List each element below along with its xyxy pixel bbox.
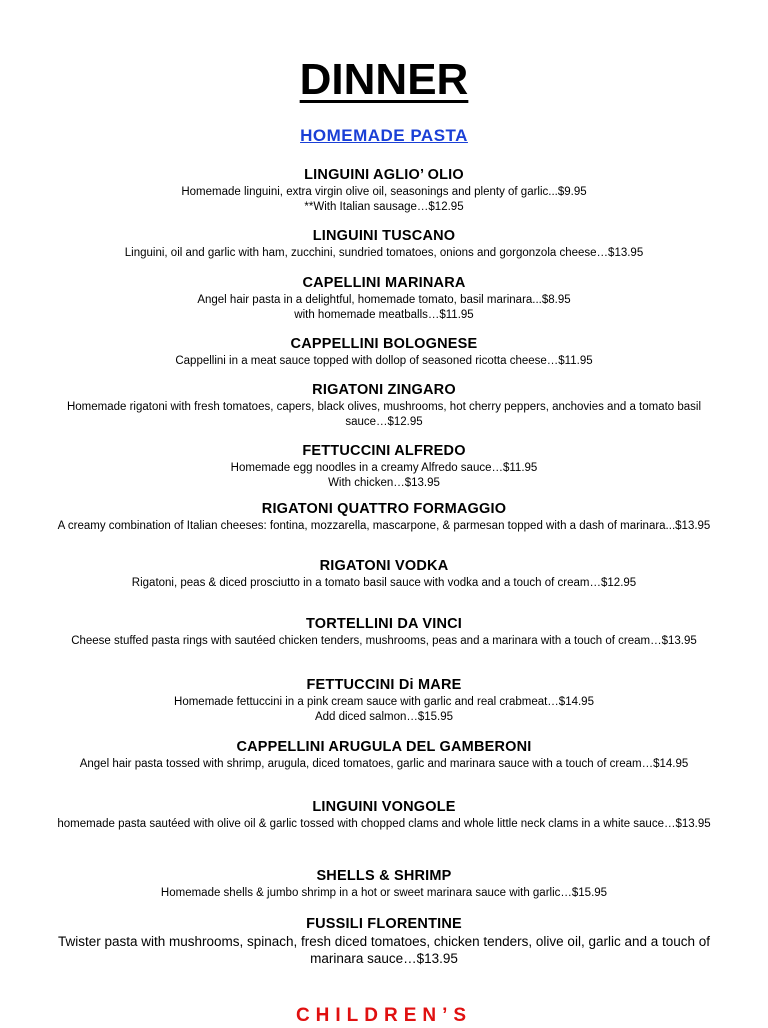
menu-item-name: CAPPELLINI BOLOGNESE <box>290 336 478 352</box>
section-heading-childrens: CHILDREN’S <box>295 1005 473 1026</box>
menu-item <box>55 166 713 214</box>
menu-item-description: Angel hair pasta in a delightful, homemade tomato, basil marinara...$8.95 <box>197 294 571 306</box>
menu-item-name: LINGUINI TUSCANO <box>312 228 456 244</box>
menu-item-name: TORTELLINI DA VINCI <box>305 616 463 632</box>
page-title: DINNER <box>299 55 469 104</box>
menu-item <box>55 335 713 369</box>
menu-item-addon: Add diced salmon…$15.95 <box>314 710 454 723</box>
menu-item-description: Cappellini in a meat sauce topped with dollop of seasoned ricotta cheese…$11.95 <box>175 355 593 367</box>
menu-item-description: Twister pasta with mushrooms, spinach, fresh diced tomatoes, chicken tenders, olive oil, garlic and a touch of marinara sauce…$13.95 <box>57 934 711 966</box>
menu-item <box>55 381 713 429</box>
menu-item <box>55 227 713 261</box>
menu-item-description: Homemade fettuccini in a pink cream sauce with garlic and real crabmeat…$14.95 <box>174 696 594 708</box>
menu-item <box>55 676 713 724</box>
menu-item-description: Homemade egg noodles in a creamy Alfredo sauce…$11.95 <box>230 462 538 474</box>
menu-item-addon: **With Italian sausage…$12.95 <box>304 200 464 213</box>
menu-item-description: Homemade linguini, extra virgin olive oil, seasonings and plenty of garlic...$9.95 <box>181 186 587 198</box>
menu-item-addon: with homemade meatballs…$11.95 <box>294 308 474 321</box>
menu-item-name: RIGATONI ZINGARO <box>312 382 456 398</box>
menu-item-name: CAPPELLINI ARUGULA DEL GAMBERONI <box>236 739 532 755</box>
menu-item <box>55 557 713 591</box>
menu-item-name: LINGUINI AGLIO’ OLIO <box>304 167 464 183</box>
menu-item-description: Homemade shells & jumbo shrimp in a hot or sweet marinara sauce with garlic…$15.95 <box>160 887 608 899</box>
menu-item-description: Homemade rigatoni with fresh tomatoes, capers, black olives, mushrooms, hot cherry peppers, anchovies and a tomato basil sauce…$12.95 <box>66 401 702 428</box>
menu-item-description: Angel hair pasta tossed with shrimp, arugula, diced tomatoes, garlic and marinara sauce with a touch of cream…$14.95 <box>79 758 689 770</box>
menu-item-name: LINGUINI VONGOLE <box>312 799 456 815</box>
menu-item-addon: With chicken…$13.95 <box>328 476 440 489</box>
menu-item-description: Rigatoni, peas & diced prosciutto in a tomato basil sauce with vodka and a touch of cream…$12.95 <box>131 577 637 589</box>
menu-item-name: RIGATONI QUATTRO FORMAGGIO <box>261 501 507 517</box>
menu-item-description: homemade pasta sautéed with olive oil & garlic tossed with chopped clams and whole little neck clams in a white sauce…$13.95 <box>57 818 711 830</box>
menu-item-name: FETTUCCINI Di MARE <box>306 677 462 693</box>
section-heading-homemade-pasta: HOMEMADE PASTA <box>300 126 468 145</box>
menu-item-description: Linguini, oil and garlic with ham, zucchini, sundried tomatoes, onions and gorgonzola cheese…$13.95 <box>124 247 644 259</box>
menu-item <box>55 867 713 901</box>
menu-item-name: CAPELLINI MARINARA <box>302 275 466 291</box>
menu-item <box>55 615 713 649</box>
menu-item <box>55 274 713 322</box>
menu-item <box>55 442 713 490</box>
menu-item <box>55 798 713 832</box>
menu-item <box>55 738 713 772</box>
menu-item-description: A creamy combination of Italian cheeses: fontina, mozzarella, mascarpone, & parmesan topped with a dash of marinara...$13.95 <box>57 520 711 532</box>
menu-item-name: SHELLS & SHRIMP <box>316 868 452 884</box>
menu-item <box>55 915 713 967</box>
menu-item <box>55 500 713 534</box>
menu-item-name: FUSSILI FLORENTINE <box>306 916 462 932</box>
menu-item-name: FETTUCCINI ALFREDO <box>302 443 466 459</box>
menu-item-description: Cheese stuffed pasta rings with sautéed chicken tenders, mushrooms, peas and a marinara with a touch of cream…$13.95 <box>71 635 697 647</box>
menu-item-name: RIGATONI VODKA <box>319 558 449 574</box>
